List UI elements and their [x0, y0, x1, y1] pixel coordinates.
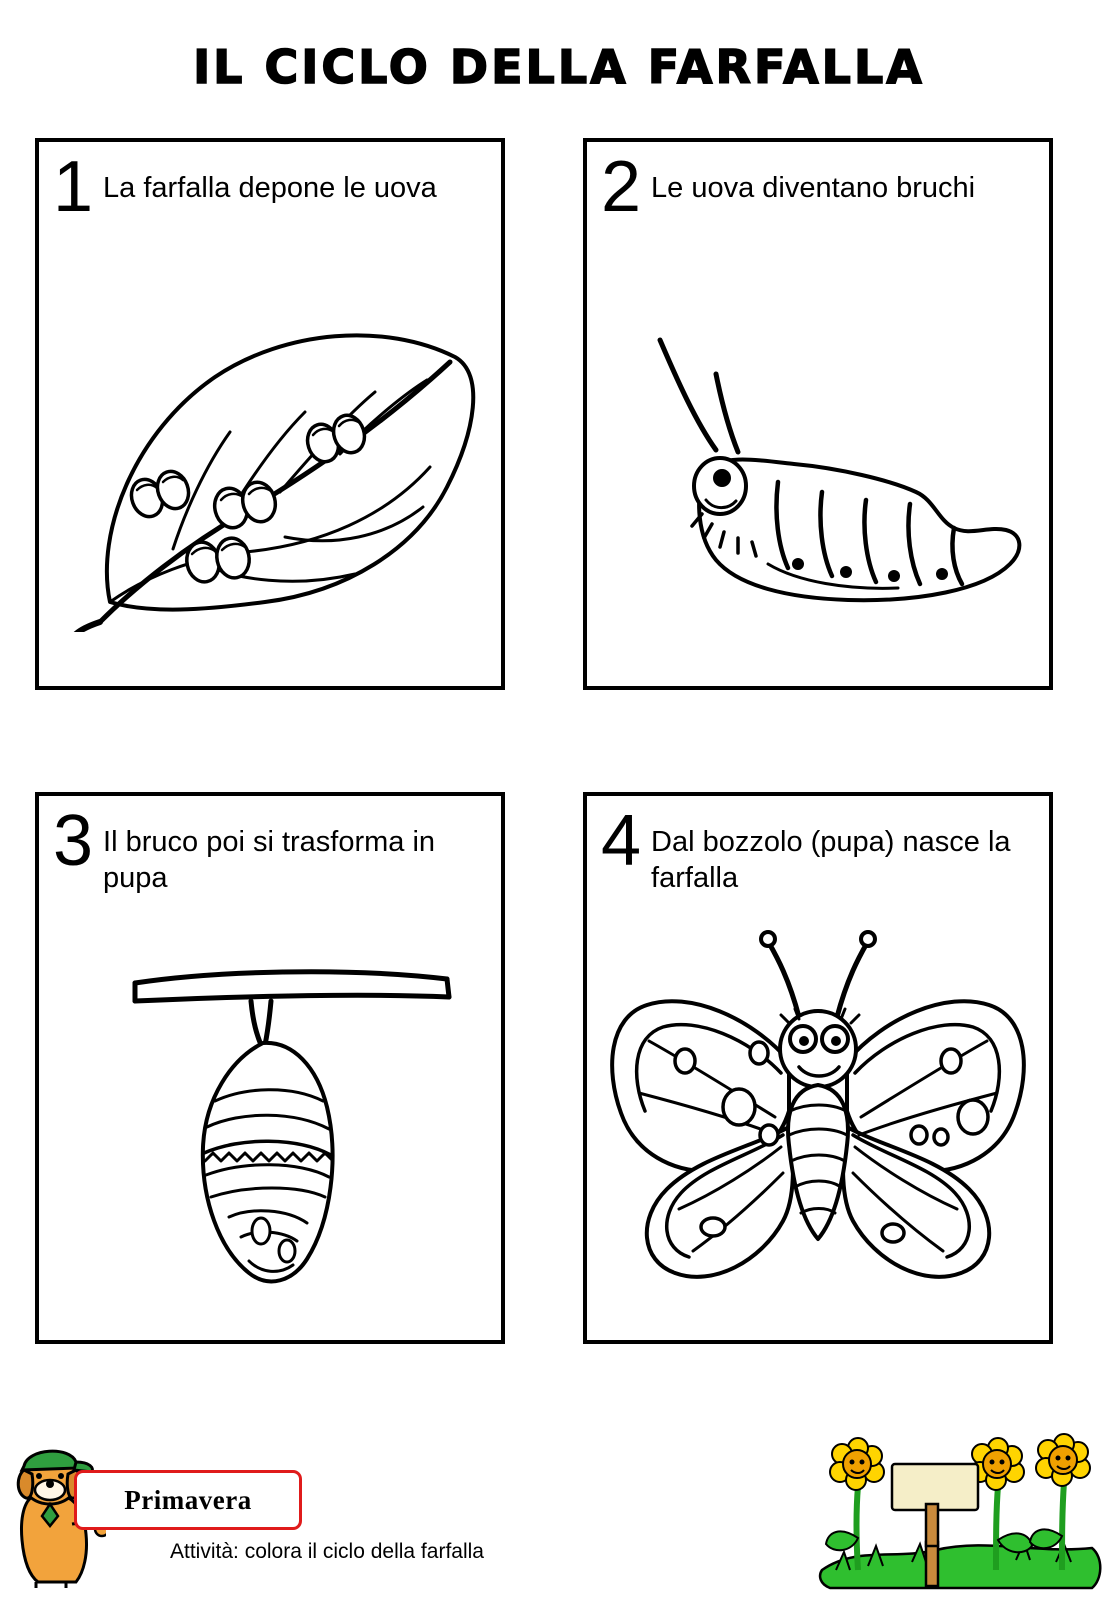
activity-instruction: Attività: colora il ciclo della farfalla [170, 1540, 484, 1563]
butterfly-illustration [587, 901, 1049, 1340]
panel-step-4 [583, 792, 1053, 1344]
panel-step-2 [583, 138, 1053, 690]
sunflowers-signpost-icon [816, 1420, 1106, 1605]
panel-4-number: 4 [601, 801, 642, 881]
panel-3-caption: Il bruco poi si trasforma in pupa [103, 826, 436, 894]
panel-4-caption: Dal bozzolo (pupa) nasce la farfalla [651, 826, 1011, 894]
panel-1-caption: La farfalla depone le uova [103, 172, 437, 204]
panel-2-caption: Le uova diventano bruchi [651, 172, 976, 204]
cycle-panels-grid [35, 138, 1083, 1344]
panel-3-number: 3 [53, 801, 94, 881]
panel-3-header [39, 796, 501, 896]
panel-2-number: 2 [601, 147, 642, 227]
page-footer [0, 1410, 1118, 1600]
chrysalis-illustration [39, 901, 501, 1340]
leaf-with-eggs-illustration [39, 247, 501, 686]
page-title: IL CICLO DELLA FARFALLA [193, 40, 925, 94]
panel-4-header [587, 796, 1049, 896]
panel-1-header [39, 142, 501, 227]
panel-step-1 [35, 138, 505, 690]
panel-2-header [587, 142, 1049, 227]
panel-step-3 [35, 792, 505, 1344]
caterpillar-illustration [587, 247, 1049, 686]
season-badge [74, 1470, 302, 1530]
panel-1-number: 1 [53, 147, 94, 227]
season-label: Primavera [124, 1484, 252, 1515]
